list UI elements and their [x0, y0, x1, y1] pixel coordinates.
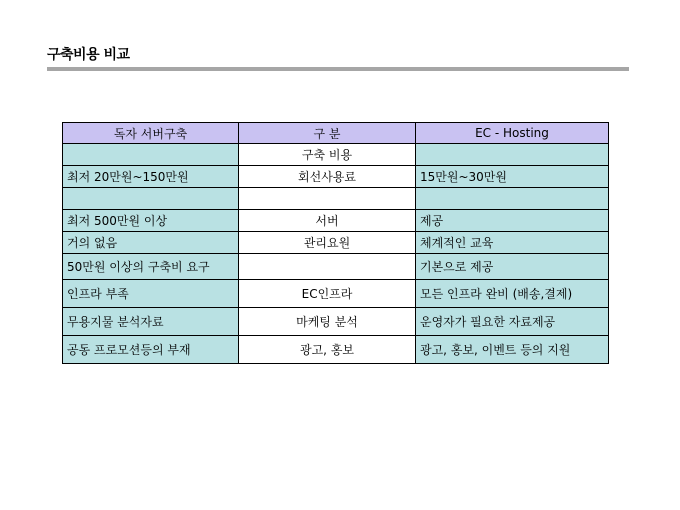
category-cell: 광고, 홍보 [239, 336, 416, 364]
category-cell: 마케팅 분석 [239, 308, 416, 336]
header-ec-hosting: EC - Hosting [416, 123, 609, 144]
self-build-cell: 거의 없음 [63, 232, 239, 254]
self-build-cell [63, 144, 239, 166]
page-title: 구축비용 비교 [47, 47, 130, 63]
category-cell: 회선사용료 [239, 166, 416, 188]
table-row [63, 166, 609, 188]
header-category: 구 분 [239, 123, 416, 144]
table-row [63, 188, 609, 210]
header-self-build: 독자 서버구축 [63, 123, 239, 144]
table-header-row [63, 123, 609, 144]
table-row [63, 254, 609, 280]
table-row [63, 308, 609, 336]
category-cell [239, 188, 416, 210]
ec-hosting-cell: 제공 [416, 210, 609, 232]
table-row [63, 336, 609, 364]
category-cell: 서버 [239, 210, 416, 232]
table-row [63, 144, 609, 166]
self-build-cell [63, 188, 239, 210]
ec-hosting-cell [416, 188, 609, 210]
title-divider [47, 67, 629, 71]
table-row [63, 210, 609, 232]
ec-hosting-cell: 체계적인 교육 [416, 232, 609, 254]
table-row [63, 232, 609, 254]
ec-hosting-cell: 기본으로 제공 [416, 254, 609, 280]
category-cell: 구축 비용 [239, 144, 416, 166]
self-build-cell: 공동 프로모션등의 부재 [63, 336, 239, 364]
category-cell: EC인프라 [239, 280, 416, 308]
self-build-cell: 인프라 부족 [63, 280, 239, 308]
self-build-cell: 50만원 이상의 구축비 요구 [63, 254, 239, 280]
cost-comparison-table [62, 122, 609, 364]
ec-hosting-cell: 운영자가 필요한 자료제공 [416, 308, 609, 336]
ec-hosting-cell: 15만원~30만원 [416, 166, 609, 188]
ec-hosting-cell [416, 144, 609, 166]
self-build-cell: 최저 20만원~150만원 [63, 166, 239, 188]
ec-hosting-cell: 모든 인프라 완비 (배송,결제) [416, 280, 609, 308]
category-cell [239, 254, 416, 280]
table-row [63, 280, 609, 308]
self-build-cell: 최저 500만원 이상 [63, 210, 239, 232]
self-build-cell: 무용지물 분석자료 [63, 308, 239, 336]
category-cell: 관리요원 [239, 232, 416, 254]
ec-hosting-cell: 광고, 홍보, 이벤트 등의 지원 [416, 336, 609, 364]
